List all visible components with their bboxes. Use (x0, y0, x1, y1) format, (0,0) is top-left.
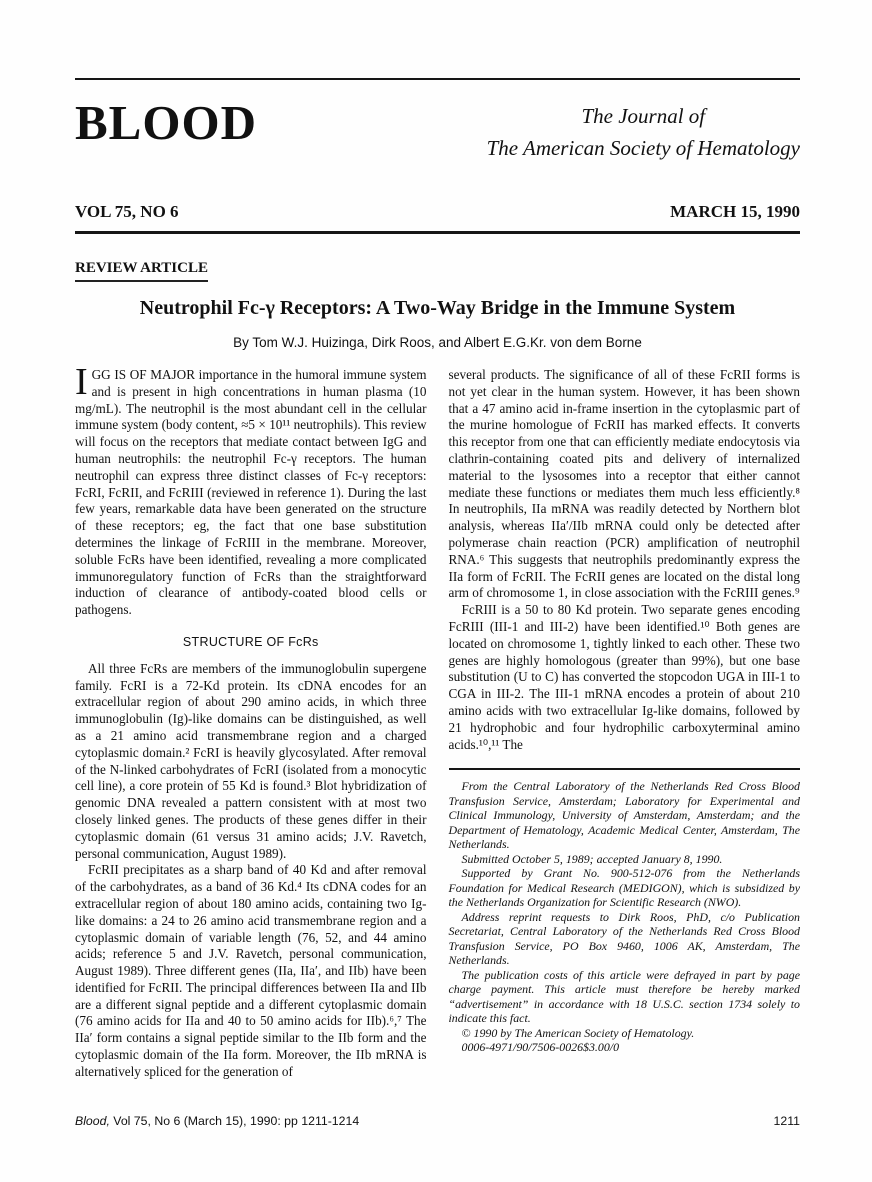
paragraph-fcrii: FcRII precipitates as a sharp band of 40 Kd and after removal of the carbohydrates, as a band of 36 Kd.⁴ Its cDNA codes for an extracellular region of about 180 amino acids, containing two Ig-like domains: a 24 to 26 amino acid transmembrane region and a cytoplasmic domain of variable length (76, 52, and 44 amino acids; reference 5 and J.V. Ravetch, personal communication, August 1989). Three different genes (IIa, IIa′, and IIb) have been identified for FcRII. The principal differences between IIa and IIb are a different signal peptide and a different cytoplasmic domain (76 amino acids for IIa and 40 to 50 amino acids for IIb).⁶,⁷ The IIa′ form contains a signal peptide similar to the IIb form and the cytoplasmic domain of the IIa form. Moreover, the IIb mRNA is alternatively spliced for the generation of (75, 862, 427, 1079)
page-number: 1211 (773, 1114, 800, 1128)
masthead (75, 95, 800, 164)
journal-logo: BLOOD (75, 95, 257, 150)
section-heading-structure-of-fcrs: STRUCTURE OF FcRs (182, 634, 319, 649)
journal-subtitle (487, 100, 800, 164)
right-column (449, 367, 801, 1081)
footnotes-block (449, 779, 801, 1055)
paragraph-intro: IGG IS OF MAJOR importance in the humoral immune system and is present in high concentrations in human plasma (10 mg/mL). The neutrophil is the most abundant cell in the cellular immune system (body content, ≈5 × 10¹¹ neutrophils). This review will focus on the receptors that mediate contact between IgG and human neutrophils: the neutrophil Fc-γ receptors. The human neutrophil can express three distinct classes of Fc-γ receptors: FcRI, FcRII, and FcRIII (reviewed in reference 1). During the last few years, remarkable data have been generated on the structure of these receptors; eg, the fact that one base substitution determines the linkage of FcRIII in the membrane. Moreover, soluble FcRs have been identified, revealing a more complicated immunoregulatory function of FcRs than the straightforward induction of clearance of antibody-coated blood cells or pathogens. (75, 361, 427, 618)
footer-citation-detail: Vol 75, No 6 (March 15), 1990: pp 1211-1214 (109, 1114, 360, 1128)
footnote-submission-dates: Submitted October 5, 1989; accepted January 8, 1990. (461, 851, 723, 866)
volume-number: VOL 75, NO 6 (75, 202, 179, 221)
top-rule (75, 78, 800, 80)
footnote-grant-support: Supported by Grant No. 900-512-076 from the Netherlands Foundation for Medical Research (MEDIGON), which is subsidized by the Netherlands Organization for Scientific Research (NWO). (448, 866, 800, 910)
page-footer (75, 1114, 800, 1128)
footer-citation-journal: Blood, (75, 1114, 110, 1128)
journal-subtitle-line2: The American Society of Hematology (486, 136, 800, 160)
footer-citation (75, 1114, 359, 1128)
footnote-copyright: © 1990 by The American Society of Hematology. (461, 1025, 695, 1040)
section-label: REVIEW ARTICLE (75, 260, 208, 282)
article-title: Neutrophil Fc-γ Receptors: A Two-Way Bridge in the Immune System (139, 297, 736, 319)
footnote-publication-costs: The publication costs of this article were defrayed in part by page charge payment. This article must therefore be hereby marked “advertisement” in accordance with 18 U.S.C. section 1734 solely to indicate this fact. (448, 967, 800, 1026)
paragraph-fcrii-continued: several products. The significance of all of these FcRII forms is not yet clear in the human system. However, it has been shown that a 47 amino acid in-frame insertion in the cytoplasmic part of the murine homologue of FcRII has marked effects. It converts this receptor from one that can efficiently mediate endocytosis via clathrin-containing coated pits and delivery of internalized material to the lysosomes into a receptor that either cannot mediate these functions or mediates them much less efficiently.⁸ In neutrophils, IIa mRNA was readily detected by Northern blot analysis, whereas IIa′/IIb mRNA could only be detected after polymerase chain reaction (PCR) amplification of neutrophil RNA.⁶ This suggests that neutrophils predominantly express the IIa form of FcRII. The FcRII genes are located on the distal long arm of chromosome 1, in close association with the FcRIII genes.⁹ (448, 367, 800, 601)
issue-date: MARCH 15, 1990 (670, 202, 800, 221)
article-header (75, 234, 800, 350)
footnote-issn-code: 0006-4971/90/7506-0026$3.00/0 (461, 1040, 620, 1055)
volume-issue-row (75, 202, 800, 222)
footnote-reprint-requests: Address reprint requests to Dirk Roos, PhD, c/o Publication Secretariat, Central Laboratory of the Netherlands Red Cross Blood Transfusion Service, PO Box 9460, 1006 AK, Amsterdam, The Netherlands. (448, 909, 800, 968)
article-body (75, 361, 800, 1081)
paragraph-fcri: All three FcRs are members of the immunoglobulin supergene family. FcRI is a 72-Kd protein. Its cDNA encodes for an extracellular region of about 290 amino acids, in which three immunoglobulin (Ig)-like domains can be distinguished, as well as a 21 amino acid transmembrane region and a charged cytoplasmic domain.² FcRI is heavily glycosylated. After removal of the N-linked carbohydrates of FcRI (isolated from a monocytic cell line), a core protein of 55 Kd is found.³ Blot hybridization of genomic DNA revealed a pattern consistent with at most two closely linked genes. The products of these genes differ in their cytoplasmic domain (61 versus 31 amino acids; J.V. Ravetch, personal communication, August 1989). (75, 660, 427, 861)
left-column (75, 361, 427, 1081)
footnote-affiliations: From the Central Laboratory of the Netherlands Red Cross Blood Transfusion Service, Amsterdam; Laboratory for Experimental and Clinical Immunology, University of Amsterdam, Amsterdam; and the Department of Hematology, Academic Medical Center, Amsterdam, The Netherlands. (448, 779, 800, 852)
paragraph-fcriii: FcRIII is a 50 to 80 Kd protein. Two separate genes encoding FcRIII (III-1 and III-2) have been identified.¹⁰ Both genes are located on chromosome 1, tightly linked to each other. These two genes are highly homologous (greater than 99%), but one base substitution (U to C) has converted the stopcodon UGA in III-1 to CGA in III-2. The III-1 mRNA encodes a protein of about 210 amino acids with two extracellular Ig-like domains, followed by 21 hydrophobic and four hydrophilic carboxyterminal amino acids.¹⁰,¹¹ The (448, 602, 800, 752)
footnote-rule (449, 768, 801, 770)
journal-subtitle-line1: The Journal of (581, 104, 706, 128)
byline: By Tom W.J. Huizinga, Dirk Roos, and Albert E.G.Kr. von dem Borne (233, 335, 642, 350)
